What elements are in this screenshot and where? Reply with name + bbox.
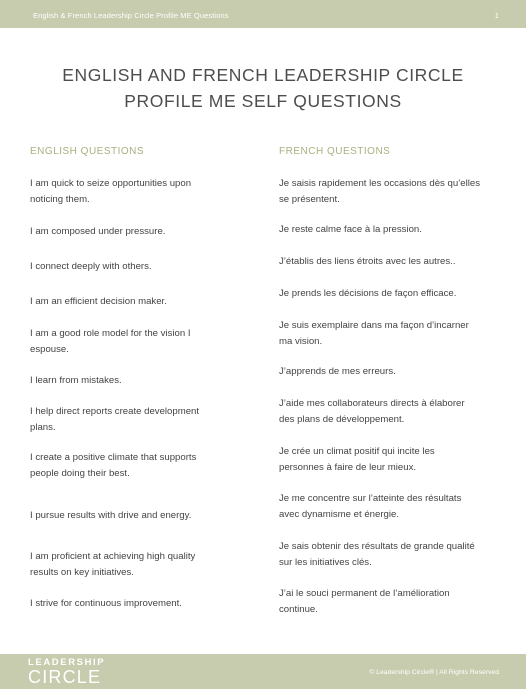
- question-line: J’aide mes collaborateurs directs à élaborer: [279, 398, 465, 409]
- question-line: des plans de développement.: [279, 413, 405, 425]
- english-questions-heading: ENGLISH QUESTIONS: [30, 146, 145, 157]
- question-item: [30, 596, 245, 612]
- question-item: [279, 254, 504, 270]
- french-questions-heading: FRENCH QUESTIONS: [279, 146, 391, 157]
- question-item: [279, 491, 504, 522]
- question-line: I am an efficient decision maker.: [30, 296, 167, 307]
- english-questions-column: [30, 146, 245, 609]
- question-line: Je crée un climat positif qui incite les: [279, 446, 435, 457]
- question-item: [279, 586, 504, 617]
- question-line: I am composed under pressure.: [30, 226, 166, 237]
- question-line: I am a good role model for the vision I: [30, 328, 191, 339]
- question-line: I am quick to seize opportunities upon: [30, 178, 192, 189]
- question-item: [30, 294, 245, 310]
- logo-line-1: LEADERSHIP: [28, 657, 106, 668]
- page-number: 1: [494, 11, 499, 20]
- question-item: [279, 222, 504, 238]
- question-line: Je sais obtenir des résultats de grande qualité: [279, 541, 475, 552]
- question-line: I strive for continuous improvement.: [30, 598, 182, 609]
- question-item: [30, 326, 245, 357]
- question-item: [30, 176, 245, 207]
- question-line: J’établis des liens étroits avec les autres..: [279, 256, 456, 267]
- question-item: [279, 539, 504, 570]
- question-line: Je saisis rapidement les occasions dès qu’elles: [279, 178, 481, 189]
- document-title: English & French Leadership Circle Profile ME Questions: [33, 11, 229, 20]
- page-title-line-1: ENGLISH AND FRENCH LEADERSHIP CIRCLE: [62, 65, 464, 85]
- page-title-line-2: PROFILE ME SELF QUESTIONS: [124, 91, 402, 111]
- page-title: [0, 62, 526, 114]
- question-line: avec dynamisme et énergie.: [279, 508, 399, 520]
- question-line: plans.: [30, 421, 56, 433]
- question-item: [279, 318, 504, 349]
- question-line: ma vision.: [279, 335, 323, 347]
- question-line: se présentent.: [279, 193, 340, 205]
- leadership-circle-logo: [28, 657, 105, 686]
- question-item: [30, 373, 245, 389]
- question-line: personnes à faire de leur mieux.: [279, 461, 417, 473]
- question-line: I pursue results with drive and energy.: [30, 510, 192, 521]
- question-line: sur les initiatives clés.: [279, 556, 372, 568]
- french-questions-column: [279, 146, 504, 615]
- copyright-text: © Leadership Circle® | All Rights Reserved: [369, 669, 499, 676]
- question-item: [30, 508, 245, 524]
- question-item: [279, 364, 504, 380]
- question-line: Je suis exemplaire dans ma façon d’incarner: [279, 320, 469, 331]
- question-item: [279, 176, 504, 207]
- question-line: I am proficient at achieving high quality: [30, 551, 196, 562]
- question-line: noticing them.: [30, 193, 90, 205]
- question-line: I create a positive climate that supports: [30, 452, 197, 463]
- question-line: J’ai le souci permanent de l’amélioration: [279, 588, 450, 599]
- question-item: [279, 396, 504, 427]
- logo-line-2: CIRCLE: [28, 667, 102, 687]
- header-bar: [0, 0, 526, 28]
- question-line: people doing their best.: [30, 467, 130, 479]
- question-item: [279, 444, 504, 475]
- question-line: Je prends les décisions de façon efficace.: [279, 288, 457, 299]
- question-item: [30, 404, 245, 435]
- question-line: I learn from mistakes.: [30, 375, 122, 386]
- question-line: I connect deeply with others.: [30, 261, 152, 272]
- question-item: [30, 549, 245, 580]
- question-line: I help direct reports create development: [30, 406, 200, 417]
- question-line: J’apprends de mes erreurs.: [279, 366, 396, 377]
- question-item: [30, 450, 245, 481]
- question-line: continue.: [279, 603, 318, 615]
- question-line: Je reste calme face à la pression.: [279, 224, 422, 235]
- question-item: [30, 224, 245, 240]
- question-line: results on key initiatives.: [30, 566, 134, 578]
- question-item: [30, 259, 245, 275]
- question-item: [279, 286, 504, 302]
- footer-bar: [0, 654, 526, 689]
- question-line: Je me concentre sur l’atteinte des résultats: [279, 493, 462, 504]
- question-line: espouse.: [30, 343, 69, 355]
